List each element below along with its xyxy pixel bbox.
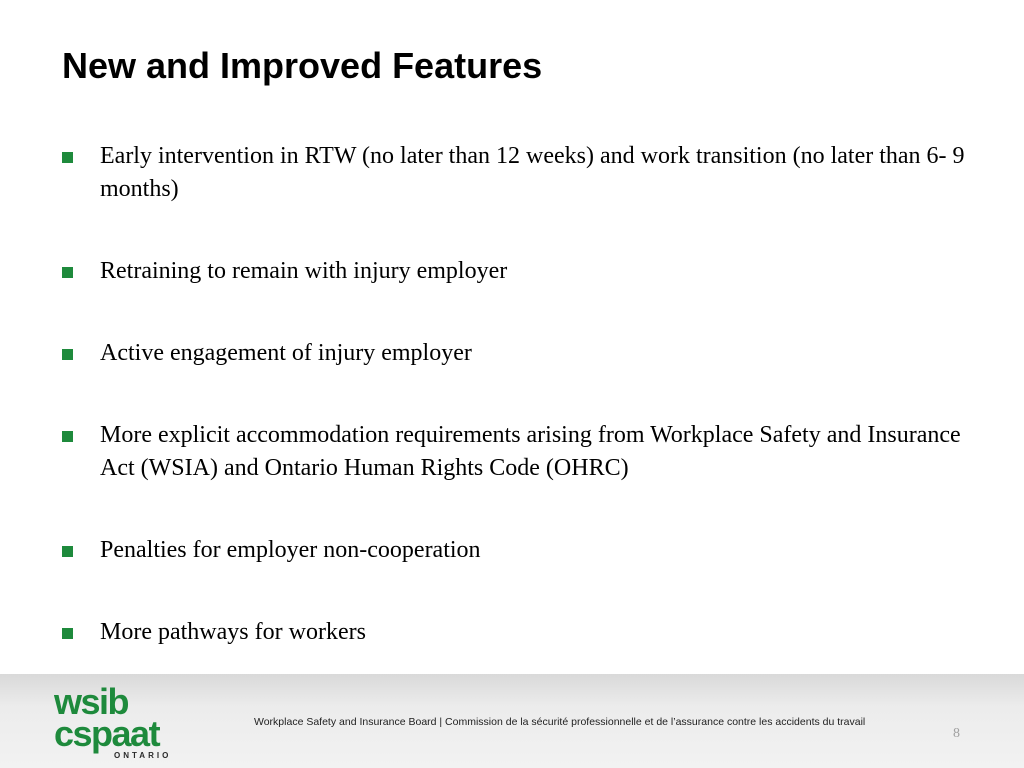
square-bullet-icon [62, 152, 73, 163]
square-bullet-icon [62, 546, 73, 557]
bullet-text: More pathways for workers [100, 619, 366, 645]
logo-cspaat-text: cspaat [54, 713, 160, 754]
square-bullet-icon [62, 431, 73, 442]
page-number: 8 [953, 726, 960, 741]
footer-organization-text: Workplace Safety and Insurance Board | Commission de la sécurité professionnelle et de l’assurance contre les accidents du travail [254, 716, 866, 728]
bullet-text: Early intervention in RTW (no later than 12 weeks) and work transition (no later than 6- 9 months) [100, 143, 965, 202]
bullet-text: Active engagement of injury employer [100, 340, 472, 366]
slide-title: New and Improved Features [62, 45, 543, 86]
footer-bar [0, 674, 1024, 768]
logo-wsib-text: wsib [54, 684, 129, 722]
bullet-text: Penalties for employer non-cooperation [100, 537, 481, 563]
bullet-item [62, 337, 982, 370]
bullet-item [62, 140, 982, 206]
square-bullet-icon [62, 349, 73, 360]
bullet-list [62, 140, 982, 649]
bullet-item [62, 419, 982, 485]
bullet-text: Retraining to remain with injury employer [100, 258, 508, 284]
square-bullet-icon [62, 267, 73, 278]
bullet-item [62, 616, 982, 649]
wsib-logo [54, 684, 194, 760]
bullet-item [62, 255, 982, 288]
logo-ontario-text: ONTARIO [114, 751, 172, 760]
bullet-item [62, 534, 982, 567]
bullet-text: More explicit accommodation requirements arising from Workplace Safety and Insurance Act (WSIA) and Ontario Human Rights Code (OHRC) [100, 422, 961, 481]
square-bullet-icon [62, 628, 73, 639]
